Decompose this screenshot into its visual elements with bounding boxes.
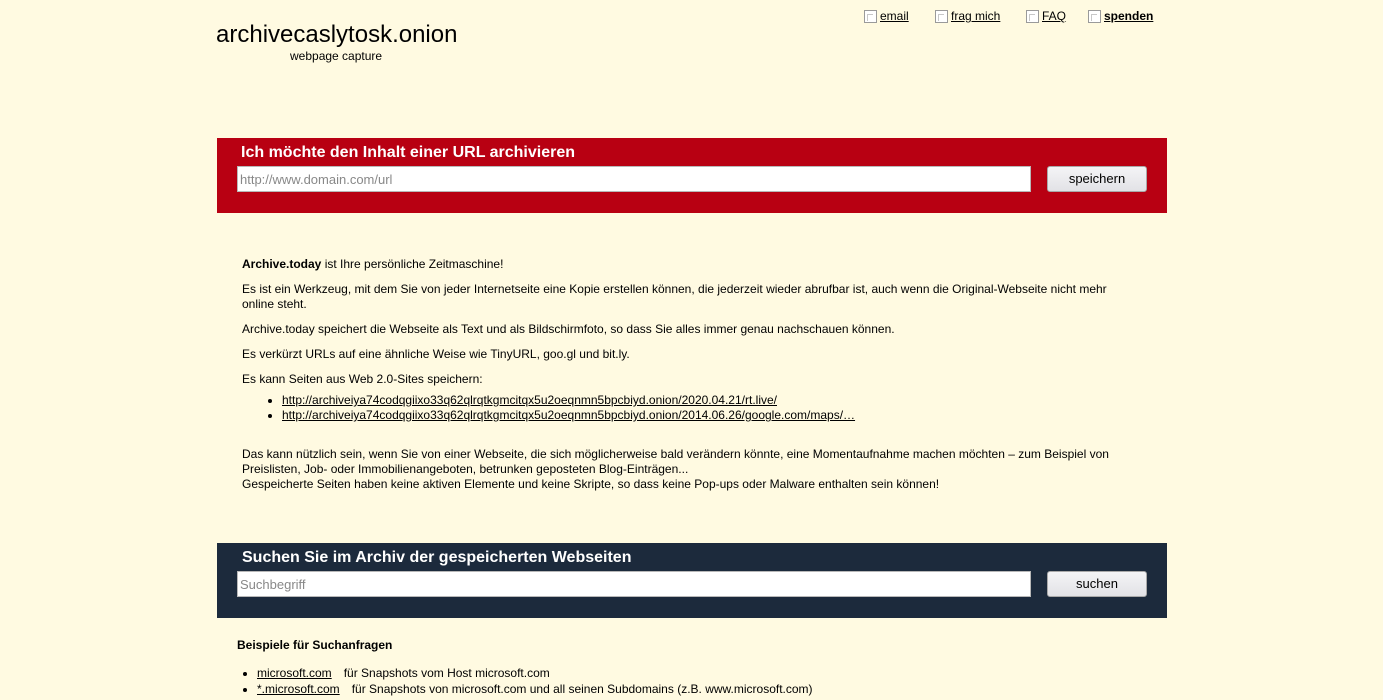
search-panel-title: Suchen Sie im Archiv der gespeicherten Webseiten (242, 549, 632, 566)
intro-paragraph: Archive.today speichert die Webseite als Text und als Bildschirmfoto, so dass Sie alles immer genau nachschauen können. (242, 322, 895, 336)
search-button[interactable]: suchen (1047, 571, 1147, 597)
search-examples (237, 637, 1157, 697)
intro-line-1: Archive.today ist Ihre persönliche Zeitmaschine! (242, 257, 504, 271)
site-title: archivecaslytosk.onion (216, 21, 458, 48)
intro-text (242, 257, 1142, 492)
archive-panel-title: Ich möchte den Inhalt einer URL archivieren (241, 144, 576, 161)
example-links-list (242, 393, 1142, 423)
example-query-link[interactable]: microsoft.com (257, 666, 332, 680)
intro-paragraph: Es verkürzt URLs auf eine ähnliche Weise wie TinyURL, goo.gl und bit.ly. (242, 347, 630, 361)
list-item (257, 665, 1157, 681)
intro-paragraph: Das kann nützlich sein, wenn Sie von einer Webseite, die sich möglicherweise bald verändern könnte, eine Momentaufnahme machen möchten – zum Beispiel von Preislisten, Job- oder Immobilienangeboten, betrunken geposteten Blog-Einträgen... Gespeicherte Seiten haben keine aktiven Elemente und keine Skripte, so dass keine Pop-ups oder Malware enthalten sein können! (242, 447, 1109, 491)
example-link[interactable]: http://archiveiya74codqgiixo33q62qlrqtkgmcitqx5u2oeqnmn5bpcbiyd.onion/2020.04.21/rt.live/ (282, 393, 777, 407)
top-nav (864, 8, 1164, 26)
broken-image-icon (935, 10, 948, 23)
example-query-link[interactable]: *.microsoft.com (257, 682, 340, 696)
nav-item-spenden[interactable] (1088, 8, 1153, 24)
save-button[interactable]: speichern (1047, 166, 1147, 192)
nav-link-faq[interactable]: FAQ (1042, 9, 1067, 23)
search-panel (217, 543, 1167, 618)
examples-title: Beispiele für Suchanfragen (237, 638, 393, 652)
archive-panel (217, 138, 1167, 213)
example-description: für Snapshots von microsoft.com und all seinen Subdomains (z.B. www.microsoft.com) (351, 682, 813, 696)
list-item (282, 393, 1142, 408)
brand-name: Archive.today (242, 257, 322, 271)
nav-item-faq[interactable] (1026, 8, 1066, 24)
nav-item-frag-mich[interactable] (935, 8, 1000, 24)
url-input[interactable] (237, 166, 1031, 192)
examples-list (237, 665, 1157, 697)
example-description: für Snapshots vom Host microsoft.com (343, 666, 550, 680)
list-item (257, 681, 1157, 697)
search-input[interactable] (237, 571, 1031, 597)
nav-link-frag-mich[interactable]: frag mich (951, 9, 1001, 23)
intro-paragraph: Es ist ein Werkzeug, mit dem Sie von jeder Internetseite eine Kopie erstellen können, die jederzeit wieder abrufbar ist, auch wenn die Original-Webseite nicht mehr online steht. (242, 282, 1107, 311)
intro-paragraph: Es kann Seiten aus Web 2.0-Sites speichern: (242, 372, 483, 386)
broken-image-icon (864, 10, 877, 23)
list-item (282, 408, 1142, 423)
nav-item-email[interactable] (864, 8, 909, 24)
nav-link-email[interactable]: email (880, 9, 909, 23)
broken-image-icon (1026, 10, 1039, 23)
nav-link-spenden[interactable]: spenden (1104, 9, 1154, 23)
site-subtitle: webpage capture (290, 49, 383, 63)
example-link[interactable]: http://archiveiya74codqgiixo33q62qlrqtkgmcitqx5u2oeqnmn5bpcbiyd.onion/2014.06.26/google.com/maps/… (282, 408, 856, 422)
broken-image-icon (1088, 10, 1101, 23)
